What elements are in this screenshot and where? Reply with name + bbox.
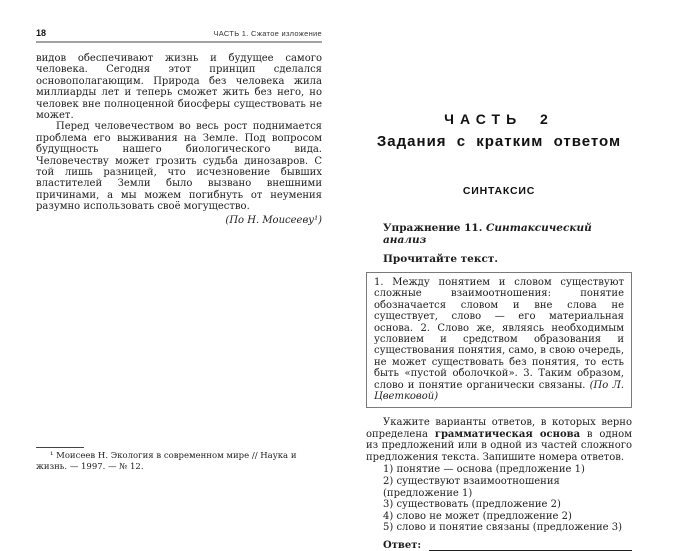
answer-blank-line: [429, 540, 632, 551]
task-prefix: Укажите варианты ответов, в которых верно определена: [366, 417, 632, 440]
footnote: [36, 447, 322, 473]
answer-label: Ответ:: [383, 540, 422, 551]
option-item: 2) существуют взаимоотношения (предложение 1): [383, 476, 560, 499]
passage-attribution: (По Л. Цветковой): [374, 379, 624, 403]
passage-text: 1. Между понятием и словом существуют сложные взаимоотношения: понятие обозначается словом и вне слова не существует, слово — его материальная основа. 2. Слово же, являясь необходимым условием и средством образования и существования понятия, само, в свою очередь, не может существовать без понятия, то есть быть «пустой оболочкой». 3. Таким образом, слово и понятие органически связаны.: [374, 277, 624, 391]
exercise-title: Синтаксический анализ: [383, 222, 592, 246]
option-item: 5) слово и понятие связаны (предложение 3): [383, 522, 623, 534]
exercise-heading: [383, 222, 632, 246]
part-title: ЧАСТЬ 2: [444, 111, 554, 127]
right-page: [366, 0, 632, 551]
task-keyword: грамматическая основа: [434, 428, 581, 440]
section-title: СИНТАКСИС: [462, 185, 536, 197]
exercise-label: Упражнение 11.: [383, 222, 483, 234]
part-subtitle: Задания с кратким ответом: [376, 133, 622, 150]
option-item: 4) слово не может (предложение 2): [383, 510, 572, 522]
passage-box: [366, 272, 632, 408]
page-number: 18: [36, 28, 47, 38]
paragraph: видов обеспечивают жизнь и будущее самого человека. Сегодня этот принцип сделался основополагающим. Природа без человека жила миллиарды лет и теперь сможет жить без него, но человек вне полноценной биосферы существовать не может.: [36, 53, 322, 122]
paragraph: Перед человечеством во весь рост поднимается проблема его выживания на Земле. Под вопросом будущность нашего биологического вида. Человечеству может грозить судьба динозавров. С той лишь разницей, что исчезновение бывших властителей Земли было вызвано внешними причинами, а мы можем погибнуть от неумения разумно использовать своё могущество.: [36, 121, 322, 213]
source-attribution: (По Н. Моисееву¹): [225, 214, 322, 226]
running-head: ЧАСТЬ 1. Сжатое изложение: [213, 29, 322, 38]
option-item: 3) существовать (предложение 2): [383, 499, 561, 511]
task-text: [366, 417, 632, 463]
left-page: [36, 28, 322, 226]
footnote-text: ¹ Моисеев Н. Экология в современном мире // Наука и жизнь. — 1997. — № 12.: [36, 451, 297, 472]
answer-row: [383, 540, 632, 551]
task-suffix: в одном из предложений или в одной из частей сложного предложения текста. Запишите номера ответов.: [366, 428, 632, 463]
body-text: [36, 53, 322, 213]
option-item: 1) понятие — основа (предложение 1): [383, 464, 585, 476]
page-header: [36, 28, 322, 43]
footnote-rule: [36, 447, 84, 448]
read-prompt: Прочитайте текст.: [383, 253, 498, 265]
options-list: [366, 464, 632, 534]
